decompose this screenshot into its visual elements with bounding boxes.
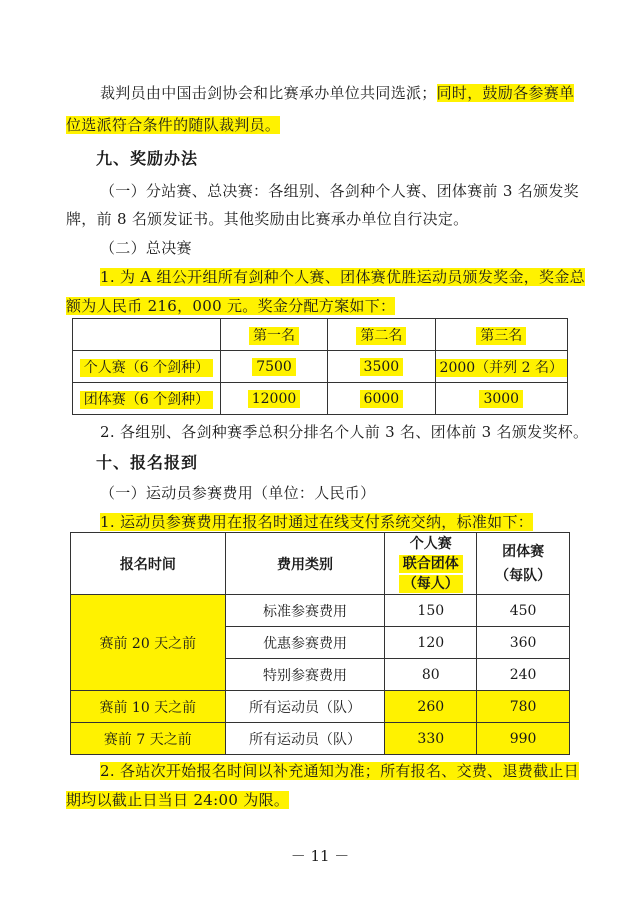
prize-cell: 2000（并列 2 名）	[435, 351, 567, 383]
fee-cell: 标准参赛费用	[225, 595, 385, 627]
prize-cell: 7500	[220, 351, 327, 383]
prize-cell: 个人赛（6 个剑种）	[73, 351, 221, 383]
fee-header-individual: 个人赛 联合团体 （每人）	[385, 533, 477, 595]
paragraph-prize	[100, 266, 585, 288]
fee-cell: 780	[477, 691, 570, 723]
prize-highlight: 1. 为 A 组公开组所有剑种个人赛、团体赛优胜运动员颁发奖金，奖金总	[100, 268, 585, 286]
subheading-fees: （一）运动员参赛费用（单位：人民币）	[100, 484, 376, 502]
fee-cell: 80	[385, 659, 477, 691]
paragraph-deadline	[100, 760, 579, 782]
prize-cell: 6000	[328, 383, 435, 415]
fee-cell: 260	[385, 691, 477, 723]
heading-rewards: 九、奖励办法	[96, 149, 199, 168]
prize-table	[72, 318, 568, 415]
prize-table-header	[73, 319, 568, 351]
fee-cell: 赛前 10 天之前	[71, 691, 226, 723]
page-number: － 11 －	[290, 847, 350, 865]
referee-highlight-cont: 位选派符合条件的随队裁判员。	[66, 116, 281, 134]
prize-header-first: 第一名	[220, 319, 327, 351]
payment-highlight: 1. 运动员参赛费用在报名时通过在线支付系统交纳，标准如下：	[100, 513, 534, 531]
paragraph-prize-cont	[66, 295, 395, 317]
fee-cell: 360	[477, 627, 570, 659]
fee-cell: 120	[385, 627, 477, 659]
referee-text: 裁判员由中国击剑协会和比赛承办单位共同选派；	[100, 84, 437, 102]
paragraph-medals: （一）分站赛、总决赛：各组别、各剑种个人赛、团体赛前 3 名颁发奖	[100, 182, 579, 200]
fee-cell: 450	[477, 595, 570, 627]
fee-cell: 150	[385, 595, 477, 627]
fee-cell: 240	[477, 659, 570, 691]
fee-row-10days	[71, 691, 570, 723]
fee-cell: 特别参赛费用	[225, 659, 385, 691]
prize-cell: 3000	[435, 383, 567, 415]
paragraph-medals-cont: 牌，前 8 名颁发证书。其他奖励由比赛承办单位自行决定。	[66, 210, 469, 228]
fee-cell: 330	[385, 723, 477, 755]
subheading-finals: （二）总决赛	[100, 239, 192, 257]
prize-header-third: 第三名	[435, 319, 567, 351]
paragraph-deadline-cont	[66, 789, 289, 811]
fee-table	[70, 532, 570, 755]
fee-header-type: 费用类别	[225, 533, 385, 595]
fee-row	[71, 595, 570, 627]
referee-highlight: 同时，鼓励各参赛单	[436, 84, 575, 102]
fee-row-7days	[71, 723, 570, 755]
deadline-highlight-cont: 期均以截止日当日 24:00 为限。	[66, 791, 290, 809]
prize-cell: 3500	[328, 351, 435, 383]
paragraph-payment	[100, 511, 533, 533]
prize-highlight-cont: 额为人民币 216，000 元。奖金分配方案如下：	[66, 297, 396, 315]
heading-registration: 十、报名报到	[96, 453, 199, 472]
fee-cell: 赛前 7 天之前	[71, 723, 226, 755]
paragraph-trophy: 2. 各组别、各剑种赛季总积分排名个人前 3 名、团体前 3 名颁发奖杯。	[100, 423, 589, 441]
prize-cell: 12000	[220, 383, 327, 415]
fee-cell: 优惠参赛费用	[225, 627, 385, 659]
paragraph-referee-cont	[66, 114, 280, 136]
fee-header-team: 团体赛 （每队）	[477, 533, 570, 595]
fee-header-time: 报名时间	[71, 533, 226, 595]
fee-table-header	[71, 533, 570, 595]
deadline-highlight: 2. 各站次开始报名时间以补充通知为准；所有报名、交费、退费截止日	[100, 762, 579, 780]
fee-cell: 所有运动员（队）	[225, 691, 385, 723]
fee-cell: 990	[477, 723, 570, 755]
prize-row-individual	[73, 351, 568, 383]
fee-group1-time: 赛前 20 天之前	[71, 595, 226, 691]
fee-cell: 所有运动员（队）	[225, 723, 385, 755]
prize-header-empty	[73, 319, 221, 351]
prize-cell: 团体赛（6 个剑种）	[73, 383, 221, 415]
paragraph-referee	[100, 82, 574, 104]
prize-row-team	[73, 383, 568, 415]
prize-header-second: 第二名	[328, 319, 435, 351]
